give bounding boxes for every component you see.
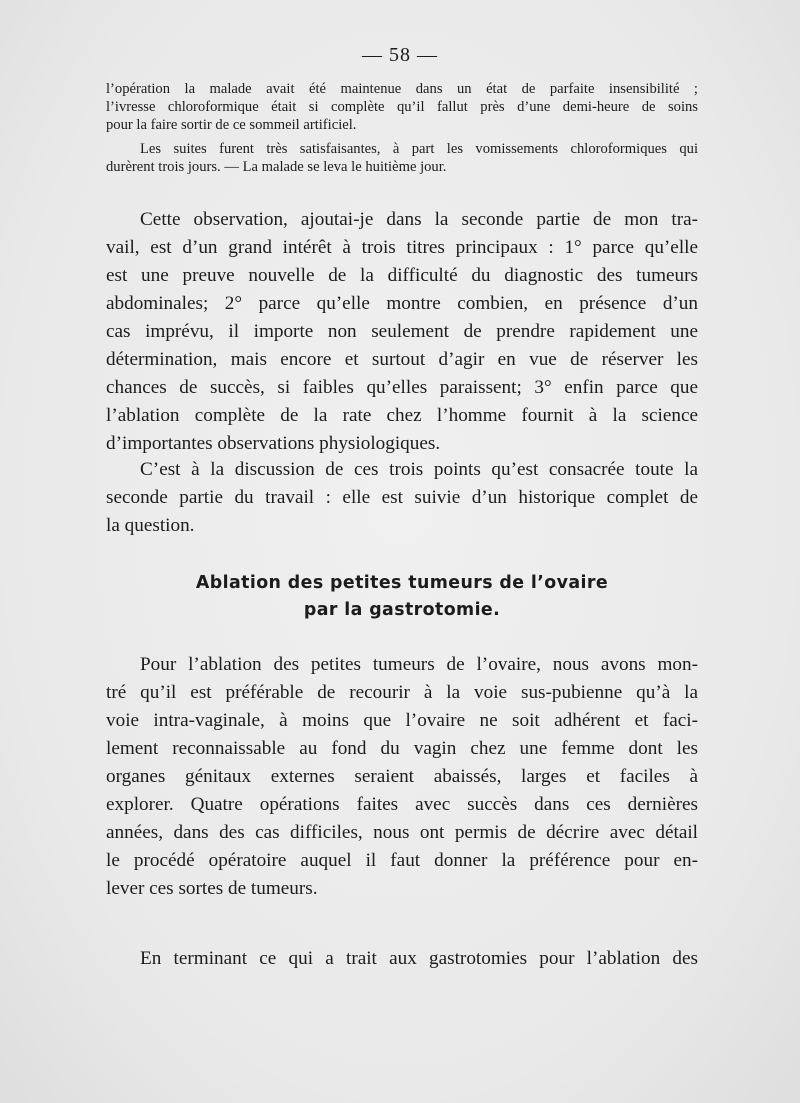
page-number: — 58 — (362, 44, 438, 66)
text-line: est une preuve nouvelle de la difficulté du diagnostic des tumeurs (106, 265, 698, 286)
body-paragraph-4 (106, 945, 698, 973)
text-line: lever ces sortes de tumeurs. (106, 878, 318, 899)
body-paragraph-2 (106, 456, 698, 540)
text-line: tré qu’il est préférable de recourir à la voie sus-pubienne qu’à la (106, 682, 698, 703)
text-line: lement reconnaissable au fond du vagin chez une femme dont les (106, 738, 698, 759)
text-line: la question. (106, 515, 195, 536)
text-line: Pour l’ablation des petites tumeurs de l’ovaire, nous avons mon- (140, 654, 698, 675)
text-line: l’opération la malade avait été maintenue dans un état de parfaite insensibilité ; (106, 81, 698, 97)
text-line: vail, est d’un grand intérêt à trois titres principaux : 1° parce qu’elle (106, 237, 698, 258)
footnote-paragraph-2 (106, 140, 698, 176)
text-line: Cette observation, ajoutai-je dans la seconde partie de mon tra- (140, 209, 698, 230)
text-line: l’ivresse chloroformique était si complète qu’il fallut près d’une demi-heure de soins (106, 99, 698, 115)
body-paragraph-1 (106, 206, 698, 458)
text-line: Les suites furent très satisfaisantes, à part les vomissements chloroformiques qui (140, 141, 698, 157)
text-line: seconde partie du travail : elle est suivie d’un historique complet de (106, 487, 698, 508)
text-line: chances de succès, si faibles qu’elles paraissent; 3° enfin parce que (106, 377, 698, 398)
text-line: En terminant ce qui a trait aux gastrotomies pour l’ablation des (140, 948, 698, 969)
text-line: années, dans des cas difficiles, nous ont permis de décrire avec détail (106, 822, 698, 843)
text-line: abdominales; 2° parce qu’elle montre combien, en présence d’un (106, 293, 698, 314)
section-heading-line: par la gastrotomie. (303, 600, 501, 620)
text-line: explorer. Quatre opérations faites avec succès dans ces dernières (106, 794, 698, 815)
text-line: détermination, mais encore et surtout d’agir en vue de réserver les (106, 349, 698, 370)
text-line: organes génitaux externes seraient abaissés, larges et faciles à (106, 766, 698, 787)
text-line: cas imprévu, il importe non seulement de prendre rapidement une (106, 321, 698, 342)
text-line: d’importantes observations physiologiques. (106, 433, 441, 454)
text-line: l’ablation complète de la rate chez l’homme fournit à la science (106, 405, 698, 426)
section-heading-line: Ablation des petites tumeurs de l’ovaire (195, 573, 609, 593)
text-line: voie intra-vaginale, à moins que l’ovaire ne soit adhérent et faci- (106, 710, 698, 731)
text-line: pour la faire sortir de ce sommeil artificiel. (106, 117, 357, 133)
body-paragraph-3 (106, 651, 698, 903)
text-line: C’est à la discussion de ces trois points qu’est consacrée toute la (140, 459, 698, 480)
section-heading (106, 570, 698, 624)
footnote-paragraph-1 (106, 80, 698, 134)
text-line: le procédé opératoire auquel il faut donner la préférence pour en- (106, 850, 698, 871)
text-line: durèrent trois jours. — La malade se leva le huitième jour. (106, 159, 447, 175)
